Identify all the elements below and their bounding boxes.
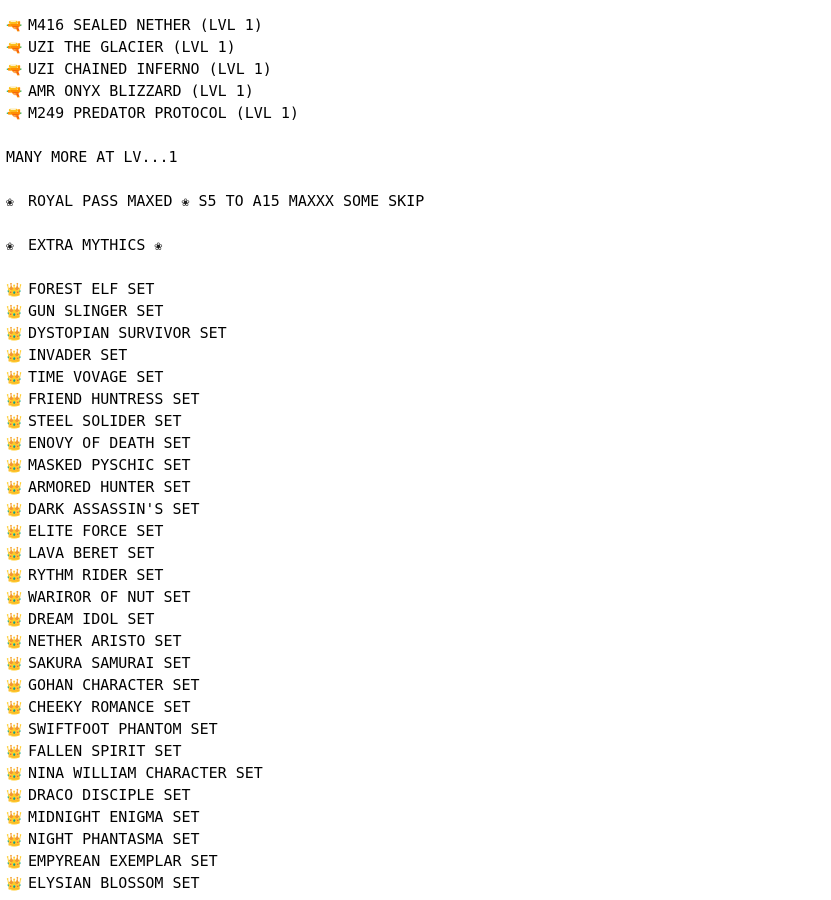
crown-icon: 👑: [6, 283, 23, 298]
spacer: [6, 124, 831, 146]
list-item: [6, 542, 831, 564]
list-item: [6, 718, 831, 740]
set-label: FOREST ELF SET: [28, 280, 155, 298]
set-label: STEEL SOLIDER SET: [28, 412, 182, 430]
list-item: [6, 300, 831, 322]
list-item: [6, 344, 831, 366]
crown-icon: 👑: [6, 789, 23, 804]
set-label: SWIFTFOOT PHANTOM SET: [28, 720, 218, 738]
set-label: GUN SLINGER SET: [28, 302, 164, 320]
spacer: [6, 168, 831, 190]
crown-icon: 👑: [6, 657, 23, 672]
list-item: [6, 784, 831, 806]
crown-icon: 👑: [6, 855, 23, 870]
weapon-label: UZI THE GLACIER (LVL 1): [28, 38, 236, 56]
list-item: [6, 850, 831, 872]
list-item: [6, 36, 831, 58]
crown-icon: 👑: [6, 679, 23, 694]
crown-icon: 👑: [6, 569, 23, 584]
list-item: [6, 630, 831, 652]
crown-icon: 👑: [6, 833, 23, 848]
crown-icon: 👑: [6, 767, 23, 782]
set-label: LAVA BERET SET: [28, 544, 155, 562]
list-item: [6, 498, 831, 520]
spacer: [6, 212, 831, 234]
crown-icon: 👑: [6, 459, 23, 474]
crown-icon: 👑: [6, 503, 23, 518]
gun-icon: 🔫: [6, 63, 23, 78]
crown-icon: 👑: [6, 327, 23, 342]
set-label: ELITE FORCE SET: [28, 522, 164, 540]
set-label: NETHER ARISTO SET: [28, 632, 182, 650]
set-list: [6, 278, 831, 894]
list-item: [6, 762, 831, 784]
crown-icon: 👑: [6, 437, 23, 452]
list-item: [6, 652, 831, 674]
set-label: ARMORED HUNTER SET: [28, 478, 191, 496]
crown-icon: 👑: [6, 701, 23, 716]
list-item: [6, 432, 831, 454]
sparkle-icon: ❀: [154, 239, 163, 254]
list-item: [6, 520, 831, 542]
list-item: [6, 366, 831, 388]
crown-icon: 👑: [6, 591, 23, 606]
weapon-label: M249 PREDATOR PROTOCOL (LVL 1): [28, 104, 299, 122]
list-item: [6, 454, 831, 476]
gun-icon: 🔫: [6, 19, 23, 34]
set-label: NIGHT PHANTASMA SET: [28, 830, 200, 848]
extra-mythics-row: [6, 234, 831, 256]
crown-icon: 👑: [6, 525, 23, 540]
set-label: EMPYREAN EXEMPLAR SET: [28, 852, 218, 870]
set-label: ENOVY OF DEATH SET: [28, 434, 191, 452]
set-label: DRACO DISCIPLE SET: [28, 786, 191, 804]
set-label: GOHAN CHARACTER SET: [28, 676, 200, 694]
crown-icon: 👑: [6, 415, 23, 430]
crown-icon: 👑: [6, 723, 23, 738]
crown-icon: 👑: [6, 613, 23, 628]
set-label: WARIROR OF NUT SET: [28, 588, 191, 606]
list-item: [6, 872, 831, 894]
list-item: [6, 608, 831, 630]
list-item: [6, 740, 831, 762]
set-label: DREAM IDOL SET: [28, 610, 155, 628]
set-label: TIME VOVAGE SET: [28, 368, 164, 386]
list-item: [6, 696, 831, 718]
list-item: [6, 674, 831, 696]
list-item: [6, 806, 831, 828]
weapon-label: M416 SEALED NETHER (LVL 1): [28, 16, 263, 34]
gun-icon: 🔫: [6, 41, 23, 56]
list-item: [6, 476, 831, 498]
set-label: MIDNIGHT ENIGMA SET: [28, 808, 200, 826]
extra-mythics-label: EXTRA MYTHICS: [28, 236, 146, 254]
list-item: [6, 388, 831, 410]
gun-icon: 🔫: [6, 107, 23, 122]
crown-icon: 👑: [6, 305, 23, 320]
list-item: [6, 564, 831, 586]
weapon-list: [6, 14, 831, 124]
list-item: [6, 322, 831, 344]
set-label: FALLEN SPIRIT SET: [28, 742, 182, 760]
sparkle-icon: ❀: [6, 239, 14, 254]
crown-icon: 👑: [6, 811, 23, 826]
set-label: CHEEKY ROMANCE SET: [28, 698, 191, 716]
crown-icon: 👑: [6, 349, 23, 364]
list-item: [6, 102, 831, 124]
weapon-label: AMR ONYX BLIZZARD (LVL 1): [28, 82, 254, 100]
royal-pass-label: ROYAL PASS MAXED: [28, 192, 173, 210]
crown-icon: 👑: [6, 481, 23, 496]
list-item: [6, 14, 831, 36]
set-label: ELYSIAN BLOSSOM SET: [28, 874, 200, 892]
set-label: NINA WILLIAM CHARACTER SET: [28, 764, 263, 782]
list-item: [6, 586, 831, 608]
set-label: INVADER SET: [28, 346, 128, 364]
list-item: [6, 58, 831, 80]
crown-icon: 👑: [6, 635, 23, 650]
set-label: SAKURA SAMURAI SET: [28, 654, 191, 672]
crown-icon: 👑: [6, 547, 23, 562]
gun-icon: 🔫: [6, 85, 23, 100]
weapon-label: UZI CHAINED INFERNO (LVL 1): [28, 60, 272, 78]
list-item: [6, 410, 831, 432]
set-label: DARK ASSASSIN'S SET: [28, 500, 200, 518]
set-label: RYTHM RIDER SET: [28, 566, 164, 584]
set-label: MASKED PYSCHIC SET: [28, 456, 191, 474]
royal-pass-row: [6, 190, 831, 212]
crown-icon: 👑: [6, 393, 23, 408]
spacer: [6, 256, 831, 278]
crown-icon: 👑: [6, 371, 23, 386]
sparkle-icon: ❀: [6, 195, 14, 210]
set-label: FRIEND HUNTRESS SET: [28, 390, 200, 408]
crown-icon: 👑: [6, 745, 23, 760]
list-item: [6, 828, 831, 850]
set-label: DYSTOPIAN SURVIVOR SET: [28, 324, 227, 342]
royal-pass-detail: S5 TO A15 MAXXX SOME SKIP: [198, 192, 425, 210]
list-item: [6, 80, 831, 102]
list-item: [6, 278, 831, 300]
sparkle-icon: ❀: [181, 195, 190, 210]
crown-icon: 👑: [6, 877, 23, 892]
more-at-level-note: MANY MORE AT LV...1: [6, 148, 178, 166]
